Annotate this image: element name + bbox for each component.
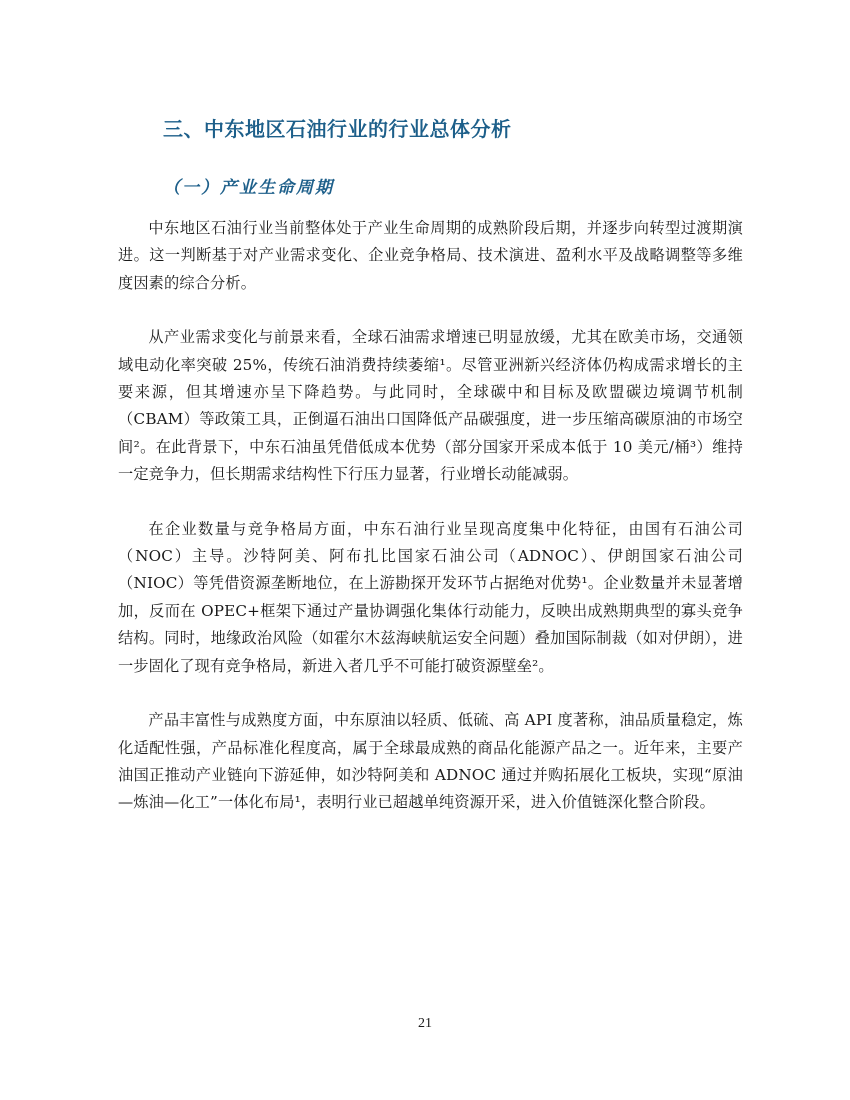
paragraph-4: 产品丰富性与成熟度方面，中东原油以轻质、低硫、高 API 度著称，油品质量稳定，炼化适配性强，产品标准化程度高，属于全球最成熟的商品化能源产品之一。近年来，主要产油国正推动产业链向下游延伸，如沙特阿美和 ADNOC 通过并购拓展化工板块，实现“原油—炼油—化工”一体化布局¹，表明行业已超越单纯资源开采，进入价值链深化整合阶段。 (118, 711, 743, 812)
paragraph-3: 在企业数量与竞争格局方面，中东石油行业呈现高度集中化特征，由国有石油公司（NOC）主导。沙特阿美、阿布扎比国家石油公司（ADNOC）、伊朗国家石油公司（NIOC）等凭借资源垄断地位，在上游勘探开发环节占据绝对优势¹。企业数量并未显著增加，反而在 OPEC+框架下通过产量协调强化集体行动能力，反映出成熟期典型的寡头竞争结构。同时，地缘政治风险（如霍尔木兹海峡航运安全问题）叠加国际制裁（如对伊朗），进一步固化了现有竞争格局，新进入者几乎不可能打破资源壁垒²。 (118, 519, 743, 675)
page-number: 21 (418, 1016, 432, 1031)
section-title: 三、中东地区石油行业的行业总体分析 (163, 117, 512, 141)
subsection-title: （一）产业生命周期 (163, 178, 334, 198)
body-text (118, 215, 743, 817)
paragraph-2: 从产业需求变化与前景来看，全球石油需求增速已明显放缓，尤其在欧美市场，交通领域电动化率突破 25%，传统石油消费持续萎缩¹。尽管亚洲新兴经济体仍构成需求增长的主要来源，但其增速亦呈下降趋势。与此同时，全球碳中和目标及欧盟碳边境调节机制（CBAM）等政策工具，正倒逼石油出口国降低产品碳强度，进一步压缩高碳原油的市场空间²。在此背景下，中东石油虽凭借低成本优势（部分国家开采成本低于 10 美元/桶³）维持一定竞争力，但长期需求结构性下行压力显著，行业增长动能减弱。 (118, 328, 743, 484)
paragraph-1: 中东地区石油行业当前整体处于产业生命周期的成熟阶段后期，并逐步向转型过渡期演进。这一判断基于对产业需求变化、企业竞争格局、技术演进、盈利水平及战略调整等多维度因素的综合分析。 (118, 219, 743, 292)
